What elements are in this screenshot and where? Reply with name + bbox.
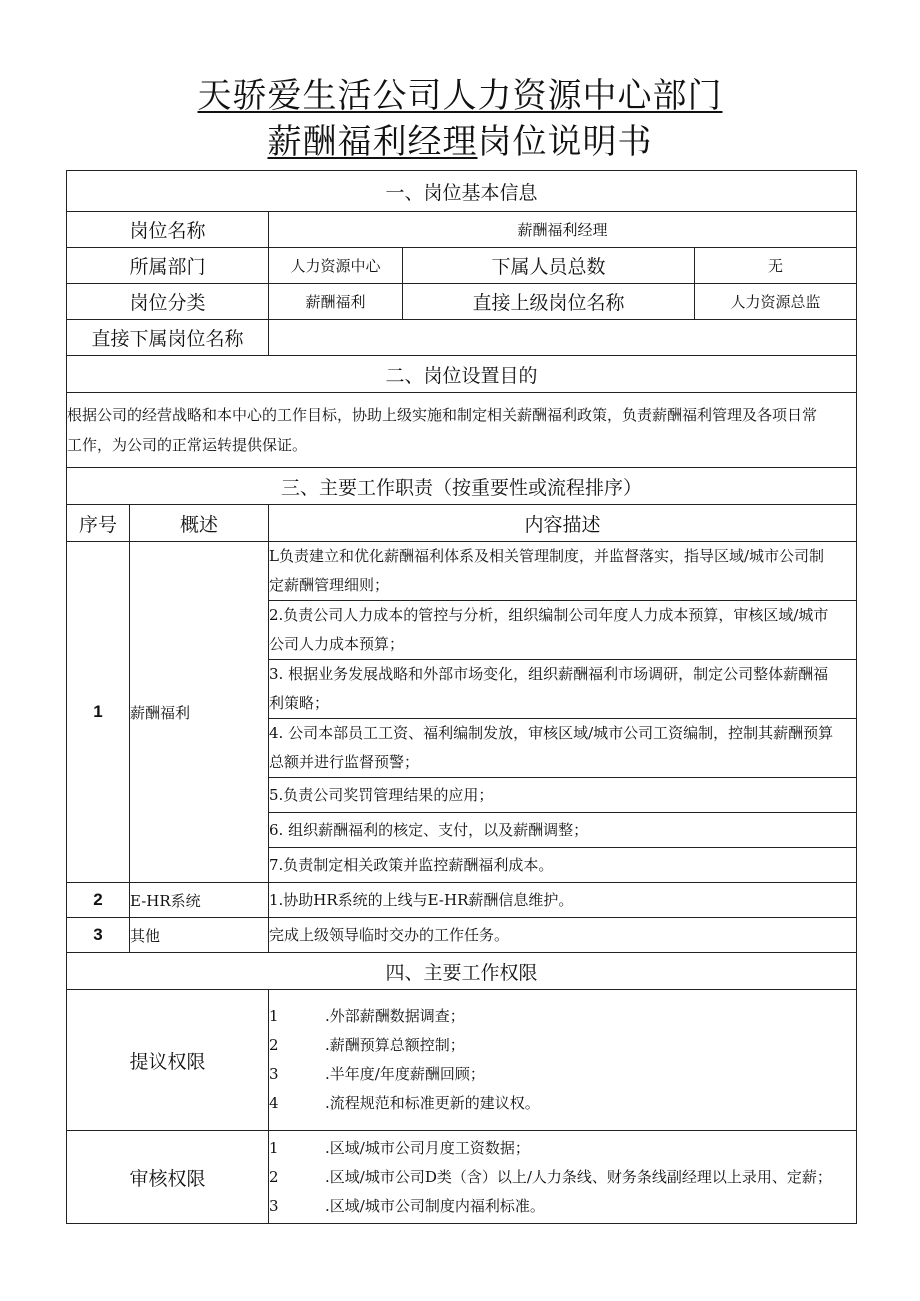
superior-position-value: 人力资源总监 bbox=[695, 284, 857, 320]
subordinates-total-value: 无 bbox=[695, 248, 857, 284]
authority-item-number: 3 bbox=[269, 1196, 279, 1215]
authority-item-text: .薪酬预算总额控制； bbox=[325, 1036, 465, 1054]
section-basic-info-heading: 一、岗位基本信息 bbox=[67, 171, 857, 212]
subordinates-total-label: 下属人员总数 bbox=[403, 248, 695, 284]
review-authority-list bbox=[269, 1131, 857, 1224]
department-value: 人力资源中心 bbox=[269, 248, 403, 284]
duty-item-line: 3. 根据业务发展战略和外部市场变化，组织薪酬福利市场调研，制定公司整体薪酬福 bbox=[269, 665, 829, 683]
duty-item: 1.协助HR系统的上线与E-HR薪酬信息维护。 bbox=[269, 883, 857, 918]
duty-item: 完成上级领导临时交办的工作任务。 bbox=[269, 918, 857, 953]
col-header-description: 内容描述 bbox=[269, 505, 857, 542]
section-purpose-heading: 二、岗位设置目的 bbox=[67, 356, 857, 393]
department-label: 所属部门 bbox=[67, 248, 269, 284]
duty-item-line: 定薪酬管理细则； bbox=[269, 576, 390, 594]
duty-summary: 其他 bbox=[130, 918, 269, 953]
authority-item-number: 1 bbox=[269, 1138, 279, 1157]
duty-item bbox=[269, 542, 857, 601]
department-name: 人力资源中心部门 bbox=[442, 76, 723, 116]
authority-item-text: .半年度/年度薪酬回顾； bbox=[325, 1065, 485, 1083]
duty-summary: E-HR系统 bbox=[130, 883, 269, 918]
authority-item bbox=[269, 1089, 856, 1118]
duty-item: 5.负责公司奖罚管理结果的应用； bbox=[269, 778, 857, 813]
direct-subordinate-label: 直接下属岗位名称 bbox=[67, 320, 269, 356]
duty-number: 2 bbox=[67, 883, 130, 918]
purpose-line-1: 根据公司的经营战略和本中心的工作目标，协助上级实施和制定相关薪酬福利政策，负责薪酬福利管理及各项日常 bbox=[67, 406, 818, 424]
authority-item-number: 1 bbox=[269, 1007, 279, 1025]
authority-item-number: 2 bbox=[269, 1036, 279, 1054]
position-title: 薪酬福利经理 bbox=[267, 122, 478, 162]
duty-item: 6. 组织薪酬福利的核定、支付，以及薪酬调整； bbox=[269, 813, 857, 848]
authority-item-number: 2 bbox=[269, 1167, 279, 1186]
authority-item-number: 3 bbox=[269, 1065, 279, 1083]
page-title-line1 bbox=[0, 76, 920, 116]
document-type: 岗位说明书 bbox=[477, 122, 653, 162]
duty-item bbox=[269, 660, 857, 719]
authority-item bbox=[269, 1031, 856, 1060]
duty-item bbox=[269, 601, 857, 660]
duty-item bbox=[269, 719, 857, 778]
review-authority-label: 审核权限 bbox=[67, 1131, 269, 1224]
duty-item-line: 4. 公司本部员工工资、福利编制发放，审核区域/城市公司工资编制，控制其薪酬预算 bbox=[269, 724, 834, 742]
authority-item-text: .区域/城市公司D类（含）以上/人力条线、财务条线副经理以上录用、定薪； bbox=[325, 1167, 832, 1186]
category-label: 岗位分类 bbox=[67, 284, 269, 320]
authority-item-text: .区域/城市公司制度内福利标准。 bbox=[325, 1196, 545, 1215]
authority-item bbox=[269, 1134, 856, 1163]
position-name-value: 薪酬福利经理 bbox=[269, 212, 857, 248]
company-name: 天骄爱生活公司 bbox=[197, 76, 443, 116]
duty-number: 1 bbox=[67, 542, 130, 883]
duty-number: 3 bbox=[67, 918, 130, 953]
authority-item-text: .外部薪酬数据调查； bbox=[325, 1007, 465, 1025]
authority-item-number: 4 bbox=[269, 1094, 279, 1112]
duty-item-line: 公司人力成本预算； bbox=[269, 635, 405, 653]
purpose-line-2: 工作，为公司的正常运转提供保证。 bbox=[67, 436, 308, 454]
direct-subordinate-value bbox=[269, 320, 857, 356]
authority-item bbox=[269, 1002, 856, 1031]
col-header-no: 序号 bbox=[67, 505, 130, 542]
position-name-label: 岗位名称 bbox=[67, 212, 269, 248]
duty-item-line: 总额并进行监督预警； bbox=[269, 753, 420, 771]
authority-item-text: .流程规范和标准更新的建议权。 bbox=[325, 1094, 540, 1112]
col-header-summary: 概述 bbox=[130, 505, 269, 542]
duty-item-line: L负责建立和优化薪酬福利体系及相关管理制度，并监督落实，指导区域/城市公司制 bbox=[269, 547, 825, 565]
category-value: 薪酬福利 bbox=[269, 284, 403, 320]
authority-item bbox=[269, 1192, 856, 1221]
job-description-table bbox=[66, 170, 857, 1224]
page-title-line2 bbox=[0, 122, 920, 162]
duty-item-line: 2.负责公司人力成本的管控与分析，组织编制公司年度人力成本预算，审核区域/城市 bbox=[269, 606, 829, 624]
duty-item-line: 利策略； bbox=[269, 694, 330, 712]
authority-item bbox=[269, 1163, 856, 1192]
propose-authority-label: 提议权限 bbox=[67, 990, 269, 1131]
authority-item-text: .区域/城市公司月度工资数据； bbox=[325, 1138, 530, 1157]
superior-position-label: 直接上级岗位名称 bbox=[403, 284, 695, 320]
section-duties-heading: 三、主要工作职责（按重要性或流程排序） bbox=[67, 468, 857, 505]
section-authority-heading: 四、主要工作权限 bbox=[67, 953, 857, 990]
duty-item: 7.负责制定相关政策并监控薪酬福利成本。 bbox=[269, 848, 857, 883]
purpose-text bbox=[67, 393, 857, 468]
duty-summary: 薪酬福利 bbox=[130, 542, 269, 883]
propose-authority-list bbox=[269, 990, 857, 1131]
authority-item bbox=[269, 1060, 856, 1089]
